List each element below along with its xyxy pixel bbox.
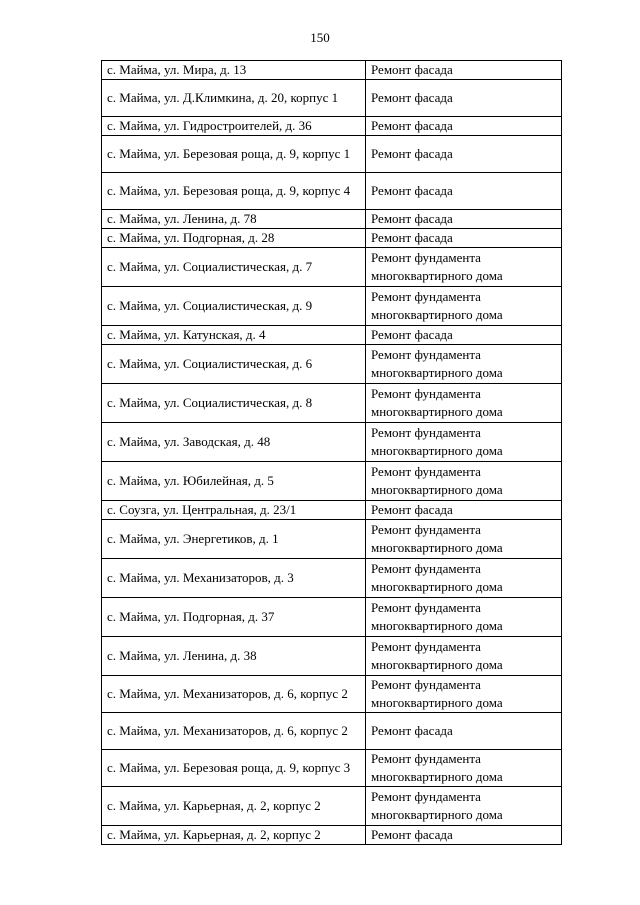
work-type-cell: Ремонт фундамента многоквартирного дома bbox=[366, 345, 562, 384]
address-cell: с. Майма, ул. Катунская, д. 4 bbox=[102, 326, 366, 345]
address-cell: с. Майма, ул. Карьерная, д. 2, корпус 2 bbox=[102, 826, 366, 845]
address-cell: с. Майма, ул. Березовая роща, д. 9, корпус 1 bbox=[102, 136, 366, 173]
address-cell: с. Майма, ул. Березовая роща, д. 9, корпус 3 bbox=[102, 750, 366, 787]
table-row bbox=[102, 713, 562, 750]
address-cell: с. Майма, ул. Социалистическая, д. 6 bbox=[102, 345, 366, 384]
table-row bbox=[102, 423, 562, 462]
address-cell: с. Майма, ул. Д.Климкина, д. 20, корпус 1 bbox=[102, 80, 366, 117]
table-row bbox=[102, 520, 562, 559]
table-row bbox=[102, 676, 562, 713]
address-cell: с. Майма, ул. Социалистическая, д. 9 bbox=[102, 287, 366, 326]
work-type-cell: Ремонт фасада bbox=[366, 117, 562, 136]
address-cell: с. Майма, ул. Механизаторов, д. 6, корпус 2 bbox=[102, 676, 366, 713]
work-type-cell: Ремонт фундамента многоквартирного дома bbox=[366, 423, 562, 462]
work-type-cell: Ремонт фундамента многоквартирного дома bbox=[366, 248, 562, 287]
table-row bbox=[102, 229, 562, 248]
work-type-cell: Ремонт фасада bbox=[366, 501, 562, 520]
table-row bbox=[102, 598, 562, 637]
work-type-cell: Ремонт фундамента многоквартирного дома bbox=[366, 520, 562, 559]
address-cell: с. Майма, ул. Гидростроителей, д. 36 bbox=[102, 117, 366, 136]
table-row bbox=[102, 248, 562, 287]
work-type-cell: Ремонт фундамента многоквартирного дома bbox=[366, 462, 562, 501]
address-cell: с. Майма, ул. Подгорная, д. 28 bbox=[102, 229, 366, 248]
table-row bbox=[102, 384, 562, 423]
table-row bbox=[102, 80, 562, 117]
address-cell: с. Майма, ул. Механизаторов, д. 6, корпус 2 bbox=[102, 713, 366, 750]
repair-works-table bbox=[101, 60, 562, 845]
work-type-cell: Ремонт фасада bbox=[366, 229, 562, 248]
work-type-cell: Ремонт фасада bbox=[366, 713, 562, 750]
work-type-cell: Ремонт фасада bbox=[366, 210, 562, 229]
table-row bbox=[102, 501, 562, 520]
address-cell: с. Майма, ул. Энергетиков, д. 1 bbox=[102, 520, 366, 559]
work-type-cell: Ремонт фасада bbox=[366, 326, 562, 345]
address-cell: с. Майма, ул. Социалистическая, д. 7 bbox=[102, 248, 366, 287]
table-row bbox=[102, 787, 562, 826]
work-type-cell: Ремонт фасада bbox=[366, 80, 562, 117]
address-cell: с. Майма, ул. Механизаторов, д. 3 bbox=[102, 559, 366, 598]
work-type-cell: Ремонт фундамента многоквартирного дома bbox=[366, 637, 562, 676]
table-row bbox=[102, 826, 562, 845]
address-cell: с. Майма, ул. Подгорная, д. 37 bbox=[102, 598, 366, 637]
address-cell: с. Майма, ул. Заводская, д. 48 bbox=[102, 423, 366, 462]
table-row bbox=[102, 136, 562, 173]
table-row bbox=[102, 173, 562, 210]
table-row bbox=[102, 61, 562, 80]
address-cell: с. Майма, ул. Юбилейная, д. 5 bbox=[102, 462, 366, 501]
page-number: 150 bbox=[310, 30, 330, 45]
work-type-cell: Ремонт фундамента многоквартирного дома bbox=[366, 384, 562, 423]
table-row bbox=[102, 637, 562, 676]
table-row bbox=[102, 326, 562, 345]
work-type-cell: Ремонт фундамента многоквартирного дома bbox=[366, 287, 562, 326]
work-type-cell: Ремонт фундамента многоквартирного дома bbox=[366, 559, 562, 598]
address-cell: с. Майма, ул. Мира, д. 13 bbox=[102, 61, 366, 80]
table-row bbox=[102, 210, 562, 229]
work-type-cell: Ремонт фасада bbox=[366, 61, 562, 80]
address-cell: с. Соузга, ул. Центральная, д. 23/1 bbox=[102, 501, 366, 520]
work-type-cell: Ремонт фундамента многоквартирного дома bbox=[366, 676, 562, 713]
work-type-cell: Ремонт фасада bbox=[366, 826, 562, 845]
work-type-cell: Ремонт фасада bbox=[366, 136, 562, 173]
work-type-cell: Ремонт фундамента многоквартирного дома bbox=[366, 598, 562, 637]
work-type-cell: Ремонт фундамента многоквартирного дома bbox=[366, 787, 562, 826]
table-row bbox=[102, 287, 562, 326]
address-cell: с. Майма, ул. Карьерная, д. 2, корпус 2 bbox=[102, 787, 366, 826]
address-cell: с. Майма, ул. Социалистическая, д. 8 bbox=[102, 384, 366, 423]
address-cell: с. Майма, ул. Ленина, д. 78 bbox=[102, 210, 366, 229]
work-type-cell: Ремонт фасада bbox=[366, 173, 562, 210]
address-cell: с. Майма, ул. Ленина, д. 38 bbox=[102, 637, 366, 676]
work-type-cell: Ремонт фундамента многоквартирного дома bbox=[366, 750, 562, 787]
table-row bbox=[102, 117, 562, 136]
address-cell: с. Майма, ул. Березовая роща, д. 9, корпус 4 bbox=[102, 173, 366, 210]
table-row bbox=[102, 462, 562, 501]
table-row bbox=[102, 750, 562, 787]
table-row bbox=[102, 345, 562, 384]
table-row bbox=[102, 559, 562, 598]
